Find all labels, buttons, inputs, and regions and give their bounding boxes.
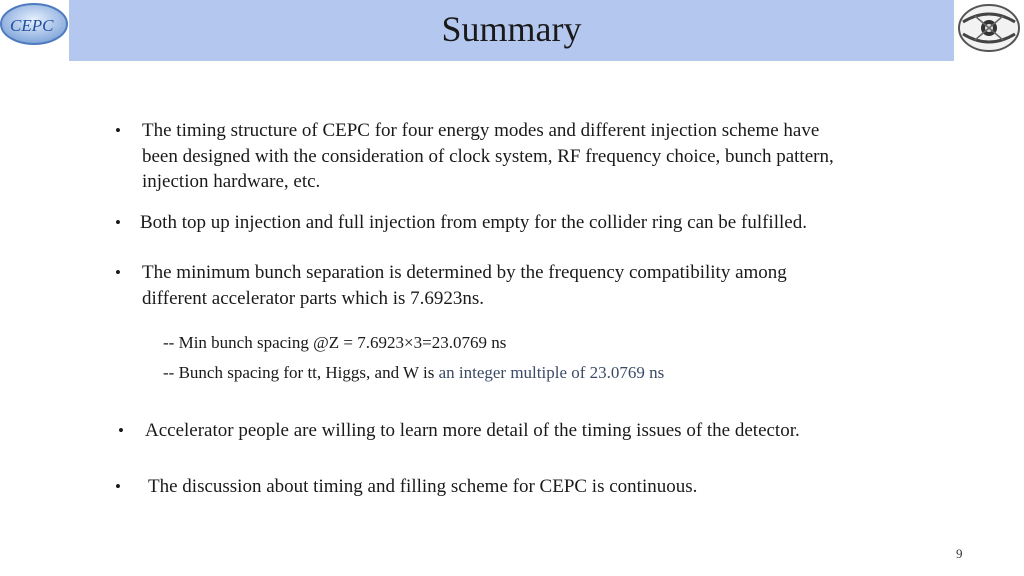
bullet-line: been designed with the consideration of clock system, RF frequency choice, bunch pattern,	[142, 145, 834, 167]
bullet-line: The minimum bunch separation is determined by the frequency compatibility among	[142, 262, 787, 283]
bullet-marker: •	[115, 121, 121, 140]
institute-logo	[955, 2, 1023, 54]
bullet-marker: •	[118, 421, 124, 440]
sub-item-text: -- Bunch spacing for tt, Higgs, and W is	[163, 363, 439, 382]
bullet-discussion	[115, 474, 915, 500]
bullet-bunch-separation	[115, 260, 915, 311]
title-bar	[69, 0, 954, 61]
bullet-marker: •	[115, 213, 121, 232]
bullet-marker: •	[115, 263, 121, 282]
bullet-line: The timing structure of CEPC for four energy modes and different injection scheme have	[142, 120, 820, 141]
bullet-line: injection hardware, etc.	[142, 171, 321, 192]
bullet-timing-structure	[115, 118, 915, 195]
sub-item-bunch-spacing	[163, 362, 664, 384]
bullet-accelerator-people	[118, 418, 918, 444]
bullet-marker: •	[115, 477, 121, 496]
sub-item-highlight: an integer multiple of 23.0769 ns	[438, 363, 665, 382]
bullet-line: different accelerator parts which is 7.6923ns.	[142, 287, 485, 309]
page-number: 9	[956, 546, 963, 561]
cepc-logo-text: CEPC	[10, 16, 54, 35]
bullet-line: The discussion about timing and filling scheme for CEPC is continuous.	[148, 476, 698, 497]
bullet-line: Both top up injection and full injection from empty for the collider ring can be fulfilled.	[140, 212, 807, 233]
sub-item-min-spacing: -- Min bunch spacing @Z = 7.6923×3=23.0769 ns	[163, 333, 507, 352]
bullet-line: Accelerator people are willing to learn more detail of the timing issues of the detector.	[145, 420, 800, 441]
cepc-logo	[0, 0, 72, 50]
page-title: Summary	[441, 9, 582, 49]
bullet-injection	[115, 210, 915, 236]
